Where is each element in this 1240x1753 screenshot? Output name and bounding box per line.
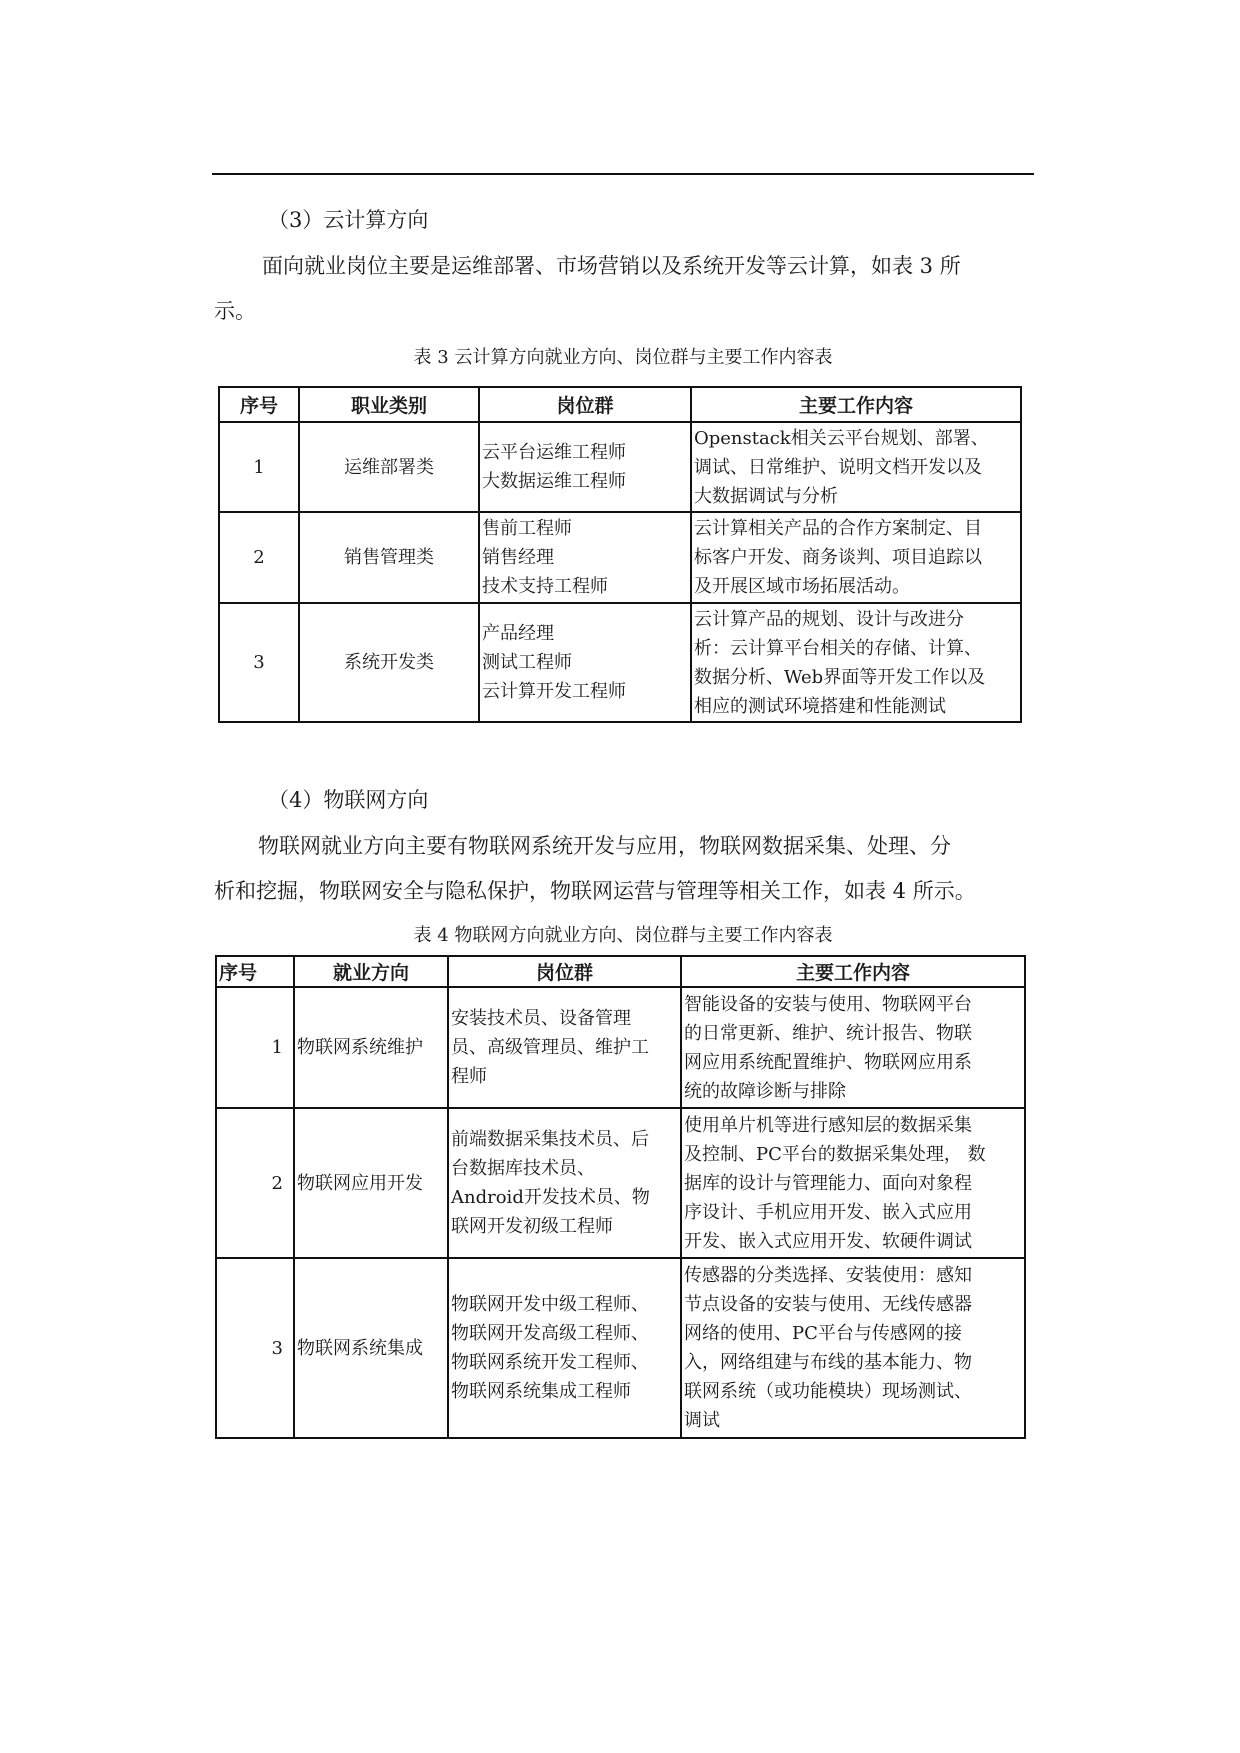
table4 [215, 955, 1026, 1439]
section4-paragraph-line2: 析和挖掘，物联网安全与隐私保护，物联网运营与管理等相关工作，如表 4 所示。 [214, 879, 976, 903]
content-line: 调试 [684, 1410, 720, 1431]
position-line: 云计算开发工程师 [482, 681, 626, 702]
job-category: 销售管理类 [299, 512, 479, 603]
row-number: 2 [216, 1108, 294, 1258]
position-group [448, 1108, 681, 1258]
section4-heading: （4）物联网方向 [268, 788, 429, 812]
position-line: 程师 [451, 1066, 487, 1087]
content-line: 及开展区域市场拓展活动。 [694, 576, 910, 597]
table3-header-positions: 岗位群 [479, 387, 691, 422]
position-line: Android开发技术员、物 [451, 1187, 650, 1208]
position-group [479, 603, 691, 722]
employment-direction: 物联网系统维护 [294, 987, 448, 1108]
work-content [681, 1108, 1025, 1258]
position-line: 物联网系统集成工程师 [451, 1381, 631, 1402]
content-line: 标客户开发、商务谈判、项目追踪以 [694, 547, 982, 568]
position-line: 员、高级管理员、维护工 [451, 1037, 649, 1058]
content-line: 智能设备的安装与使用、物联网平台 [684, 993, 972, 1015]
table3-header-content: 主要工作内容 [691, 387, 1021, 422]
work-content [681, 1258, 1025, 1438]
position-line: 售前工程师 [482, 518, 572, 539]
table-row [219, 422, 1021, 512]
position-line: 物联网开发中级工程师、 [451, 1294, 649, 1315]
position-line: 前端数据采集技术员、后 [451, 1129, 649, 1150]
section3-heading: （3）云计算方向 [268, 208, 429, 232]
employment-direction: 物联网系统集成 [294, 1258, 448, 1438]
row-number: 1 [219, 422, 299, 512]
content-line: 析：云计算平台相关的存储、计算、 [694, 637, 982, 659]
content-line: 云计算相关产品的合作方案制定、目 [694, 518, 982, 539]
position-line: 技术支持工程师 [482, 576, 608, 597]
header-rule [212, 173, 1034, 175]
table4-header-no: 序号 [216, 956, 294, 987]
section3-paragraph-line2: 示。 [214, 299, 256, 323]
table4-header-row [216, 956, 1025, 987]
table3-caption: 表 3 云计算方向就业方向、岗位群与主要工作内容表 [413, 347, 833, 368]
content-line: 节点设备的安装与使用、无线传感器 [684, 1294, 972, 1315]
job-category: 系统开发类 [299, 603, 479, 722]
work-content [691, 422, 1021, 512]
table-row [219, 512, 1021, 603]
content-line: 序设计、手机应用开发、嵌入式应用 [684, 1201, 972, 1223]
table4-header-content: 主要工作内容 [681, 956, 1025, 987]
section3-paragraph-line1: 面向就业岗位主要是运维部署、市场营销以及系统开发等云计算，如表 3 所 [262, 254, 961, 278]
work-content [681, 987, 1025, 1108]
row-number: 3 [219, 603, 299, 722]
position-line: 产品经理 [482, 623, 554, 644]
position-group [479, 512, 691, 603]
content-line: 统的故障诊断与排除 [684, 1080, 846, 1102]
content-line: 入，网络组建与布线的基本能力、物 [684, 1352, 972, 1373]
content-line: 的日常更新、维护、统计报告、物联 [684, 1022, 972, 1044]
table3-header-row [219, 387, 1021, 422]
position-line: 云平台运维工程师 [482, 442, 626, 463]
table3-header-category: 职业类别 [299, 387, 479, 422]
job-category: 运维部署类 [299, 422, 479, 512]
position-line: 物联网系统开发工程师、 [451, 1352, 649, 1373]
row-number: 1 [216, 987, 294, 1108]
content-line: 开发、嵌入式应用开发、软硬件调试 [684, 1230, 972, 1252]
table-row [216, 987, 1025, 1108]
content-line: 使用单片机等进行感知层的数据采集 [684, 1114, 972, 1136]
table4-caption: 表 4 物联网方向就业方向、岗位群与主要工作内容表 [413, 925, 833, 946]
work-content [691, 603, 1021, 722]
position-line: 物联网开发高级工程师、 [451, 1323, 649, 1344]
content-line: 网应用系统配置维护、物联网应用系 [684, 1051, 972, 1073]
position-group [479, 422, 691, 512]
table4-header-direction: 就业方向 [294, 956, 448, 987]
position-line: 大数据运维工程师 [482, 471, 626, 492]
position-group [448, 1258, 681, 1438]
content-line: 联网系统（或功能模块）现场测试、 [684, 1381, 972, 1402]
table-row [216, 1258, 1025, 1438]
table4-header-positions: 岗位群 [448, 956, 681, 987]
content-line: 相应的测试环境搭建和性能测试 [694, 695, 946, 717]
content-line: 网络的使用、PC平台与传感网的接 [684, 1323, 962, 1344]
employment-direction: 物联网应用开发 [294, 1108, 448, 1258]
table3-header-no: 序号 [219, 387, 299, 422]
position-line: 销售经理 [482, 547, 554, 568]
position-line: 安装技术员、设备管理 [451, 1008, 631, 1029]
content-line: 及控制、PC平台的数据采集处理， 数 [684, 1143, 986, 1165]
table-row [216, 1108, 1025, 1258]
content-line: 据库的设计与管理能力、面向对象程 [684, 1172, 972, 1194]
content-line: 调试、日常维护、说明文档开发以及 [694, 456, 982, 478]
position-line: 联网开发初级工程师 [451, 1216, 613, 1237]
content-line: 数据分析、Web界面等开发工作以及 [694, 666, 986, 688]
content-line: 云计算产品的规划、设计与改进分 [694, 608, 964, 630]
table3 [218, 386, 1022, 723]
content-line: 大数据调试与分析 [694, 485, 838, 507]
table-row [219, 603, 1021, 722]
position-group [448, 987, 681, 1108]
content-line: 传感器的分类选择、安装使用：感知 [684, 1265, 972, 1286]
section4-paragraph-line1: 物联网就业方向主要有物联网系统开发与应用，物联网数据采集、处理、分 [258, 834, 951, 858]
row-number: 3 [216, 1258, 294, 1438]
position-line: 台数据库技术员、 [451, 1158, 595, 1179]
position-line: 测试工程师 [482, 652, 572, 673]
work-content [691, 512, 1021, 603]
content-line: Openstack相关云平台规划、部署、 [694, 427, 989, 449]
row-number: 2 [219, 512, 299, 603]
